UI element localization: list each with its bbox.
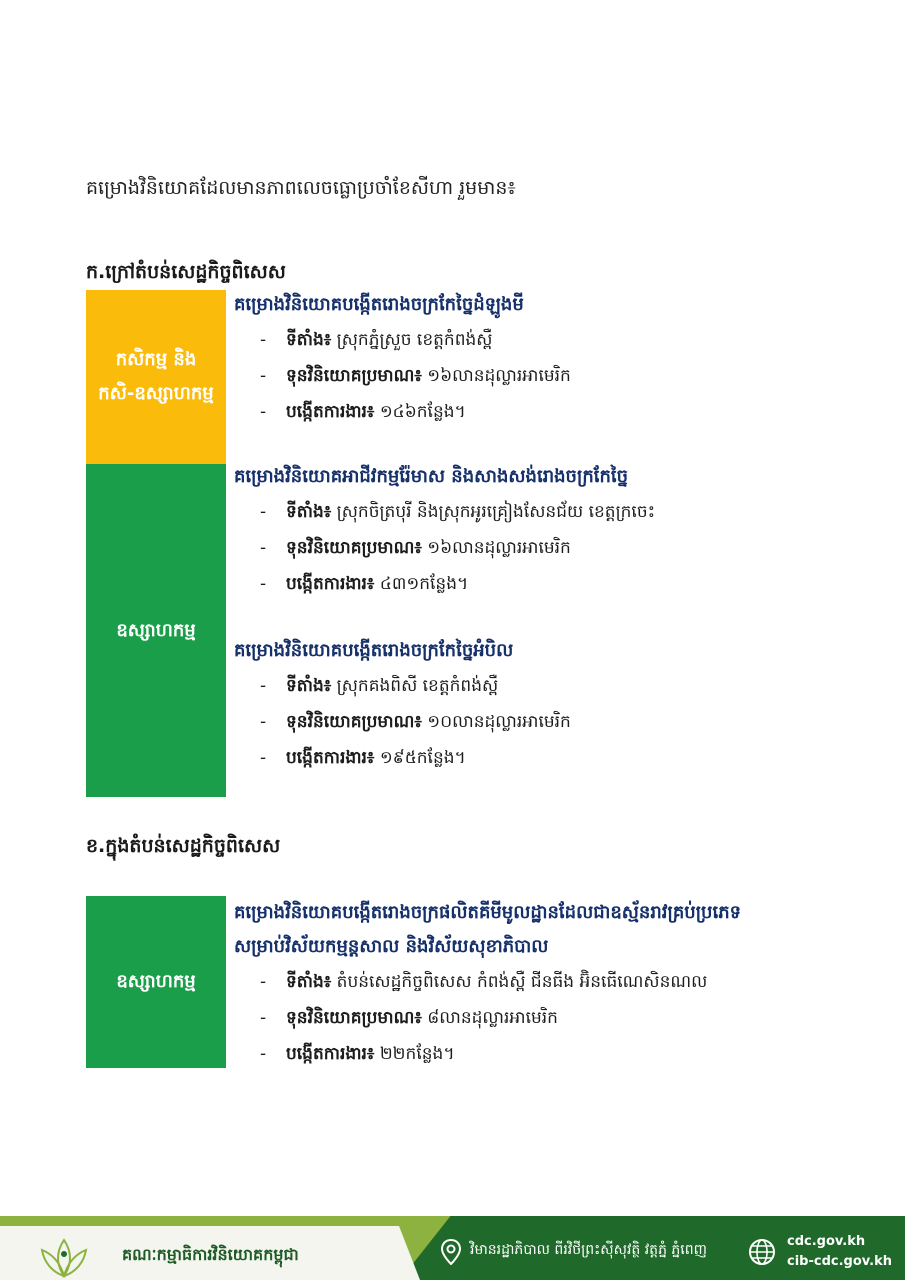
location-value: ស្រុកភ្នំស្រួច ខេត្តកំពង់ស្ពឺ bbox=[336, 330, 493, 350]
location-value: ស្រុកគងពិសី ខេត្តកំពង់ស្ពឺ bbox=[336, 676, 499, 696]
project-location: - ទីតាំង៖ ស្រុកចិត្របុរី និងស្រុកអូរគ្រៀងសែនជ័យ ខេត្តក្រចេះ bbox=[260, 502, 656, 522]
category-agriculture bbox=[86, 290, 226, 464]
category-industry-a bbox=[86, 464, 226, 797]
project-location: - ទីតាំង៖ ស្រុកគងពិសី ខេត្តកំពង់ស្ពឺ bbox=[260, 676, 499, 696]
location-value: ស្រុកចិត្របុរី និងស្រុកអូរគ្រៀងសែនជ័យ ខេត្តក្រចេះ bbox=[336, 502, 656, 522]
capital-label: ទុនវិនិយោគប្រមាណ៖ bbox=[286, 366, 422, 386]
location-label: ទីតាំង៖ bbox=[286, 330, 332, 350]
map-pin-icon bbox=[440, 1239, 462, 1269]
location-label: ទីតាំង៖ bbox=[286, 502, 332, 522]
lotus-logo-icon bbox=[34, 1236, 94, 1284]
project-title: គម្រោងវិនិយោគបង្កើតរោងចក្រកែច្នៃអំបិល bbox=[234, 640, 514, 661]
project-capital: - ទុនវិនិយោគប្រមាណ៖ ៨លានដុល្លារអាមេរិក bbox=[260, 1008, 558, 1028]
project-title-line1: គម្រោងវិនិយោគបង្កើតរោងចក្រផលិតគីមីមូលដ្ឋានដែលជាឧស្ម័នរាវគ្រប់ប្រភេទ bbox=[234, 902, 742, 923]
jobs-label: បង្កើតការងារ៖ bbox=[286, 748, 375, 768]
jobs-label: បង្កើតការងារ៖ bbox=[286, 574, 375, 594]
project-capital: - ទុនវិនិយោគប្រមាណ៖ ១០លានដុល្លារអាមេរិក bbox=[260, 712, 571, 732]
project-jobs: - បង្កើតការងារ៖ ២២កន្លែង។ bbox=[260, 1044, 455, 1064]
section-a-title: ក.ក្រៅតំបន់សេដ្ឋកិច្ចពិសេស bbox=[86, 261, 286, 283]
jobs-label: បង្កើតការងារ៖ bbox=[286, 1044, 375, 1064]
section-b-title: ខ.ក្នុងតំបន់សេដ្ឋកិច្ចពិសេស bbox=[86, 835, 281, 857]
capital-value: ៨លានដុល្លារអាមេរិក bbox=[427, 1008, 558, 1028]
project-capital: - ទុនវិនិយោគប្រមាណ៖ ១៦លានដុល្លារអាមេរិក bbox=[260, 366, 571, 386]
project-location: - ទីតាំង៖ តំបន់សេដ្ឋកិច្ចពិសេស កំពង់ស្ពឺ ជីនធីង អ៊ិនធើណេសិនណល bbox=[260, 972, 708, 992]
jobs-value: ១៩៥កន្លែង។ bbox=[379, 748, 466, 768]
category-agriculture-line2: កសិ-ឧស្សាហកម្ម bbox=[98, 383, 214, 404]
address-text: វិមានរដ្ឋាភិបាល ពីរវិថីព្រះស៊ីសុវត្ថិ វត្តភ្នំ ភ្នំពេញ bbox=[470, 1242, 707, 1258]
project-jobs: - បង្កើតការងារ៖ ១៩៥កន្លែង។ bbox=[260, 748, 466, 768]
jobs-value: ១៤៦កន្លែង។ bbox=[379, 402, 466, 422]
organization-name: គណៈកម្មាធិការវិនិយោគកម្ពុជា bbox=[122, 1245, 299, 1264]
website-link-cib[interactable]: cib-cdc.gov.kh bbox=[787, 1254, 893, 1269]
category-industry-b-label: ឧស្សាហកម្ម bbox=[116, 971, 196, 992]
capital-value: ១៦លានដុល្លារអាមេរិក bbox=[427, 366, 571, 386]
project-cassava bbox=[234, 288, 874, 430]
capital-value: ១៦លានដុល្លារអាមេរិក bbox=[427, 538, 571, 558]
project-jobs: - បង្កើតការងារ៖ ១៤៦កន្លែង។ bbox=[260, 402, 466, 422]
jobs-value: ៤៣១កន្លែង។ bbox=[379, 574, 469, 594]
project-title: គម្រោងវិនិយោគអាជីវកម្មរ៉ែមាស និងសាងសង់រោងចក្រកែច្នៃ bbox=[234, 466, 629, 487]
jobs-label: បង្កើតការងារ៖ bbox=[286, 402, 375, 422]
location-label: ទីតាំង៖ bbox=[286, 676, 332, 696]
website-link-cdc[interactable]: cdc.gov.kh bbox=[787, 1234, 866, 1249]
capital-label: ទុនវិនិយោគប្រមាណ៖ bbox=[286, 1008, 422, 1028]
capital-label: ទុនវិនិយោគប្រមាណ៖ bbox=[286, 712, 422, 732]
capital-label: ទុនវិនិយោគប្រមាណ៖ bbox=[286, 538, 422, 558]
project-jobs: - បង្កើតការងារ៖ ៤៣១កន្លែង។ bbox=[260, 574, 469, 594]
globe-icon bbox=[748, 1238, 776, 1270]
intro-text: គម្រោងវិនិយោគដែលមានភាពលេចធ្លោប្រចាំខែសីហា រួមមាន៖ bbox=[86, 177, 516, 199]
category-industry-a-label: ឧស្សាហកម្ម bbox=[116, 619, 196, 641]
category-agriculture-line1: កសិកម្ម និង bbox=[115, 349, 197, 370]
project-title-line2: សម្រាប់វិស័យកម្មន្តសាល និងវិស័យសុខាភិបាល bbox=[234, 936, 549, 957]
capital-value: ១០លានដុល្លារអាមេរិក bbox=[427, 712, 571, 732]
category-industry-b bbox=[86, 896, 226, 1068]
jobs-value: ២២កន្លែង។ bbox=[379, 1044, 455, 1064]
location-label: ទីតាំង៖ bbox=[286, 972, 332, 992]
location-value: តំបន់សេដ្ឋកិច្ចពិសេស កំពង់ស្ពឺ ជីនធីង អ៊ិនធើណេសិនណល bbox=[336, 972, 708, 992]
project-salt bbox=[234, 634, 874, 776]
project-chemical bbox=[234, 896, 874, 1072]
project-title: គម្រោងវិនិយោគបង្កើតរោងចក្រកែច្នៃដំឡូងមី bbox=[234, 294, 524, 315]
project-location: - ទីតាំង៖ ស្រុកភ្នំស្រួច ខេត្តកំពង់ស្ពឺ bbox=[260, 330, 493, 350]
project-gold-mine bbox=[234, 460, 874, 602]
project-capital: - ទុនវិនិយោគប្រមាណ៖ ១៦លានដុល្លារអាមេរិក bbox=[260, 538, 571, 558]
